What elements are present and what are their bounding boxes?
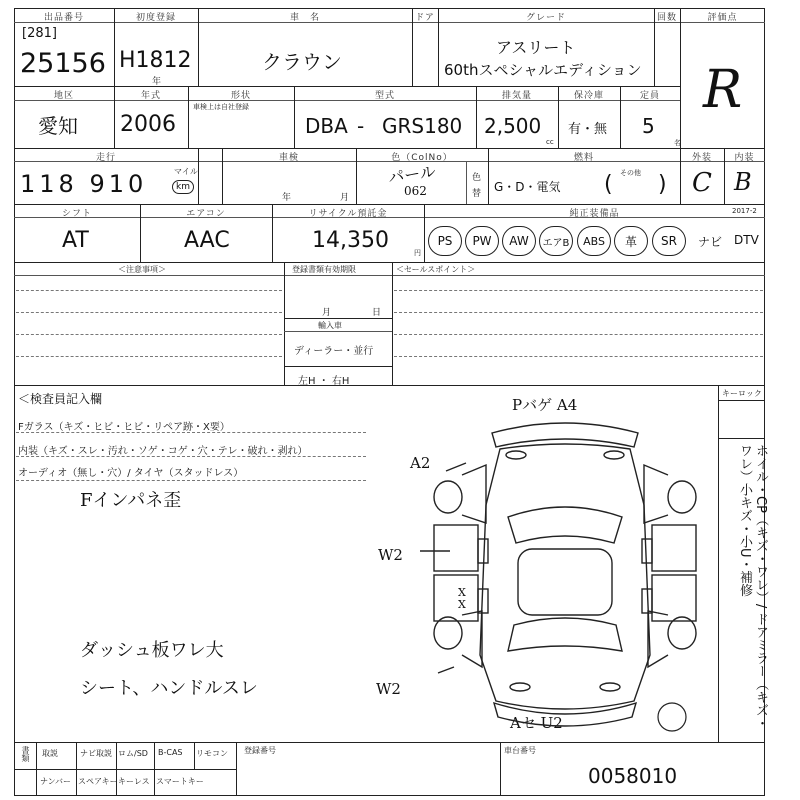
model-code: GRS180 — [382, 114, 463, 138]
model-year: 2006 — [120, 112, 176, 137]
inspector-header: ＜検査員記入欄 — [18, 392, 103, 406]
mark-x1: X — [458, 586, 466, 599]
audio-notes: オーディオ（無し・穴）/ タイヤ（スタッドレス） — [18, 468, 244, 479]
interior-grade: B — [734, 168, 752, 196]
header-car-name: 車 名 — [289, 13, 320, 23]
mark-w2-left: W2 — [378, 546, 403, 564]
handwritten-note-2: ダッシュ板ワレ大 — [80, 640, 224, 661]
equip-ps: PS — [428, 226, 462, 256]
mark-bottom: Aセ U2 — [510, 714, 563, 732]
mark-w2-bottom: W2 — [376, 680, 401, 698]
equip-aw: AW — [502, 226, 536, 256]
grade-line2: 60thスペシャルエディション — [444, 61, 642, 79]
equip-abs: ABS — [577, 226, 611, 256]
car-damage-diagram — [420, 405, 710, 735]
header-first-reg: 初度登録 — [135, 13, 176, 23]
chassis-number: 0058010 — [588, 764, 678, 788]
header-score: 評価点 — [707, 13, 738, 23]
first-registration: H1812 — [119, 48, 192, 73]
capacity: 5 — [642, 114, 655, 138]
import-dealer: ディーラー・並行 — [294, 346, 374, 357]
color-name: パール — [387, 161, 437, 188]
exterior-grade: C — [692, 168, 712, 198]
displacement: 2,500 — [484, 114, 542, 138]
area: 愛知 — [38, 114, 78, 138]
mark-a2: A2 — [410, 454, 431, 472]
lot-number: 25156 — [20, 48, 106, 79]
equip-navi: ナビ — [698, 235, 723, 249]
mark-top: Pバゲ A4 — [512, 396, 578, 414]
wheel-mirror-notes: ホイル・CP（キズ・ワレ）/ ドアミラー（キズ・ワレ）小キズ・小U・補修 — [737, 444, 768, 730]
model-prefix: DBA — [305, 114, 348, 138]
recycle-fee: 14,350 — [312, 228, 389, 253]
equip-airbag: エアB — [539, 226, 573, 256]
interior-notes: 内装（キズ・スレ・汚れ・ソゲ・コゲ・穴・テレ・破れ・剥れ） — [18, 446, 308, 457]
glass-notes: Fガラス（キズ・ヒビ・ヒビ・リペア跡・X要） — [18, 422, 230, 433]
km-unit: km — [172, 180, 194, 194]
car-name: クラウン — [262, 50, 342, 74]
header-grade: グレード — [525, 13, 566, 23]
header-doors: ドア — [415, 13, 435, 23]
mark-x2: X — [458, 598, 466, 611]
shift: AT — [62, 228, 89, 253]
header-count: 回数 — [656, 13, 677, 23]
cooler: 有・無 — [568, 122, 608, 137]
color-code: 062 — [404, 184, 427, 198]
equip-leather: 革 — [614, 226, 648, 256]
equip-dtv: DTV — [734, 233, 759, 247]
header-lot: 出品番号 — [43, 13, 84, 23]
handwritten-note-1: Fインパネ歪 — [80, 490, 182, 511]
mileage: 118 910 — [20, 170, 148, 198]
import-steering: 左H ・ 右H — [298, 376, 350, 387]
score-value: R — [703, 60, 743, 120]
aircon: AAC — [184, 228, 230, 253]
lot-bracket: [281] — [22, 26, 57, 41]
fuel: G・D・電気 — [494, 180, 561, 194]
handwritten-note-3: シート、ハンドルスレ — [80, 678, 258, 699]
equip-sr: SR — [652, 226, 686, 256]
grade-line1: アスリート — [496, 38, 576, 57]
equip-pw: PW — [465, 226, 499, 256]
